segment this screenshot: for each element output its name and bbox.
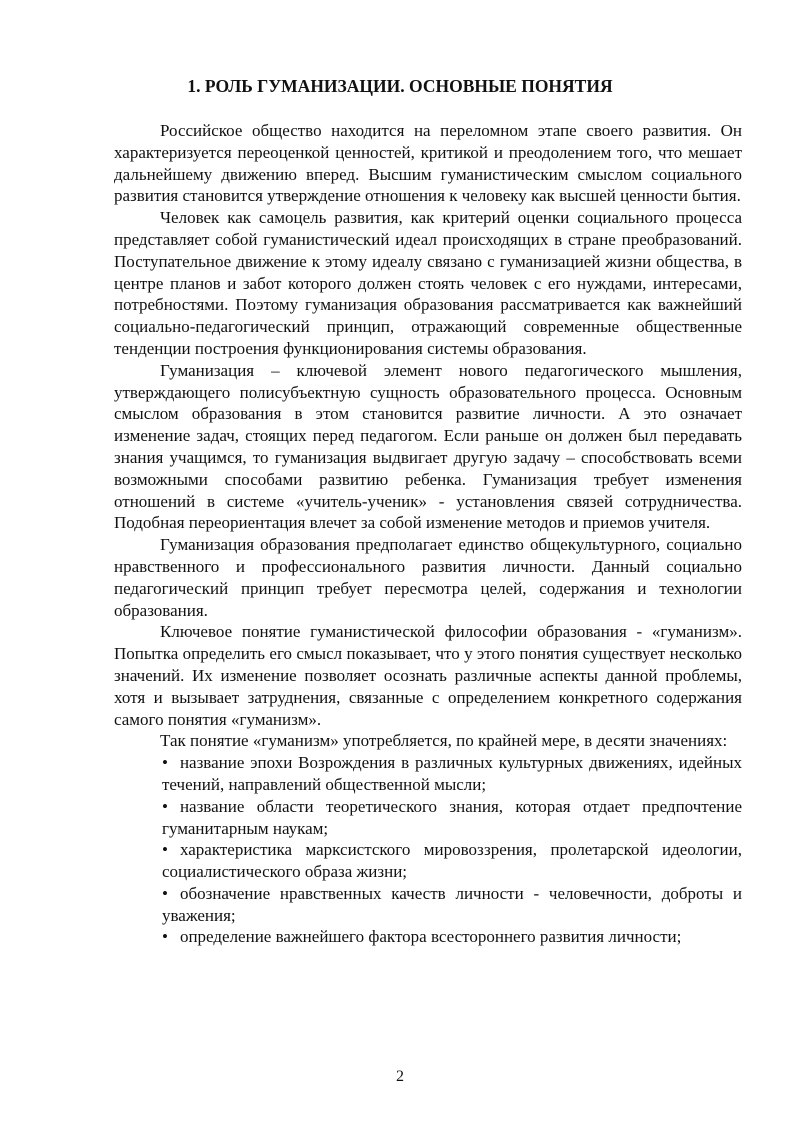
list-item-text: название области теоретического знания, которая отдает предпочтение гуманитарным наукам; [162, 796, 742, 838]
bullet-icon: • [162, 927, 168, 947]
paragraph: Ключевое понятие гуманистической философии образования - «гуманизм». Попытка определить его смысл показывает, что у этого понятия существует несколько значений. Их изменение позволяет осознать различные аспекты данной проблемы, хотя и вызывает затруднения, связанные с определением конкретного содержания самого понятия «гуманизм». [114, 622, 742, 729]
bullet-icon: • [162, 883, 168, 903]
paragraph: Гуманизация образования предполагает единство общекультурного, социально нравственного и профессионального развития личности. Данный социально педагогический принцип требует пересмотра целей, содержания и технологии образования. [114, 535, 742, 620]
bullet-icon: • [162, 753, 168, 773]
paragraph: Человек как самоцель развития, как критерий оценки социального процесса представляет собой гуманистический идеал происходящих в стране преобразований. Поступательное движение к этому идеалу связано с гуманизацией жизни общества, в центре планов и забот которого должен стоять человек с его нуждами, интересами, потребностями. Поэтому гуманизация образования рассматривается как важнейший социально-педагогический принцип, отражающий современные общественные тенденции построения функционирования системы образования. [114, 208, 742, 358]
list-item-text: определение важнейшего фактора всестороннего развития личности; [179, 927, 682, 947]
list-item [162, 883, 742, 927]
list-item-text: обозначение нравственных качеств личности - человечности, доброты и уважения; [162, 883, 742, 925]
list-item-text: название эпохи Возрождения в различных культурных движениях, идейных течений, направлений общественной мысли; [162, 753, 742, 794]
list-item-text: характеристика марксистского мировоззрения, пролетарской идеологии, социалистического образа жизни; [162, 840, 742, 882]
bullet-icon: • [162, 796, 168, 816]
paragraph: Так понятие «гуманизм» употребляется, по крайней мере, в десяти значениях: [160, 731, 728, 751]
paragraph: Российское общество находится на переломном этапе своего развития. Он характеризуется переоценкой ценностей, критикой и преодолением того, что мешает дальнейшему движению вперед. Высшим гуманистическим смыслом социального развития становится утверждение отношения к человеку как высшей ценности бытия. [114, 121, 742, 206]
section-title: 1. РОЛЬ ГУМАНИЗАЦИИ. ОСНОВНЫЕ ПОНЯТИЯ [187, 76, 613, 96]
list-item [162, 752, 742, 796]
paragraph: Гуманизация – ключевой элемент нового педагогического мышления, утверждающего полисубъектную сущность образовательного процесса. Основным смыслом образования в этом становится развитие личности. А это означает изменение задач, стоящих перед педагогом. Если раньше он должен был передавать знания учащимся, то гуманизация выдвигает другую задачу – способствовать всеми возможными способами развитию ребенка. Гуманизация требует изменения отношений в системе «учитель-ученик» - установления связей сотрудничества. Подобная переориентация влечет за собой изменение методов и приемов учителя. [114, 360, 742, 533]
list-item [162, 796, 742, 840]
body-text [114, 120, 742, 948]
page-number: 2 [396, 1068, 404, 1085]
list-item [162, 839, 742, 883]
list-item [162, 926, 742, 948]
meanings-list [114, 752, 742, 948]
bullet-icon: • [162, 840, 168, 860]
